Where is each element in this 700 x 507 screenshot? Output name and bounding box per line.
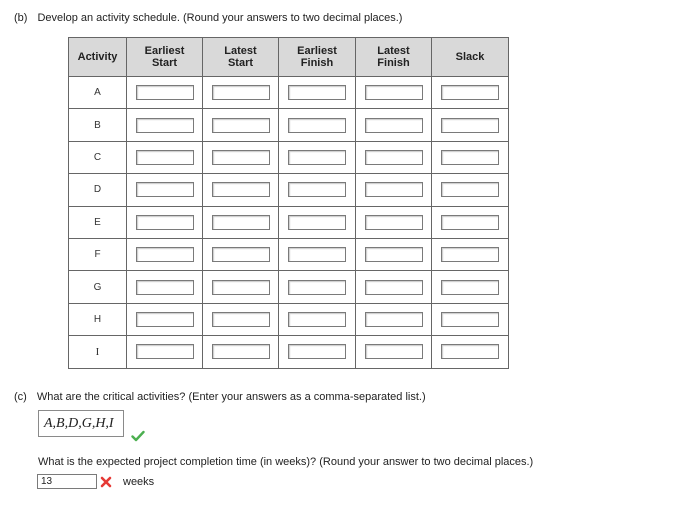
earliest-finish-input[interactable] <box>288 344 346 359</box>
cross-icon <box>100 476 112 488</box>
part-b-instruction <box>14 12 402 24</box>
earliest-start-input[interactable] <box>136 247 194 262</box>
latest-start-input[interactable] <box>212 182 270 197</box>
slack-input[interactable] <box>441 344 499 359</box>
critical-activities-question: What are the critical activities? (Enter your answers as a comma-separated list.) <box>36 391 426 403</box>
table-row <box>69 141 509 173</box>
earliest-start-input[interactable] <box>136 150 194 165</box>
activity-label: G <box>69 271 127 303</box>
header-slack: Slack <box>432 38 509 77</box>
latest-start-input[interactable] <box>212 344 270 359</box>
earliest-start-input[interactable] <box>136 215 194 230</box>
earliest-finish-input[interactable] <box>288 215 346 230</box>
activity-label: E <box>69 206 127 238</box>
header-latest-start: Latest Start <box>203 38 279 77</box>
activity-label: A <box>69 77 127 109</box>
slack-input[interactable] <box>441 118 499 133</box>
latest-finish-input[interactable] <box>365 312 423 327</box>
part-c-label: (c) <box>14 391 27 403</box>
earliest-start-input[interactable] <box>136 344 194 359</box>
latest-start-input[interactable] <box>212 118 270 133</box>
activity-label: D <box>69 174 127 206</box>
earliest-start-input[interactable] <box>136 182 194 197</box>
earliest-start-input[interactable] <box>136 118 194 133</box>
latest-finish-input[interactable] <box>365 280 423 295</box>
earliest-start-input[interactable] <box>136 85 194 100</box>
activity-label: H <box>69 303 127 335</box>
slack-input[interactable] <box>441 247 499 262</box>
earliest-start-input[interactable] <box>136 312 194 327</box>
table-row <box>69 238 509 270</box>
part-c-question <box>14 391 426 403</box>
table-row <box>69 271 509 303</box>
check-icon <box>131 430 145 442</box>
table-row <box>69 77 509 109</box>
slack-input[interactable] <box>441 280 499 295</box>
table-row <box>69 109 509 141</box>
latest-finish-input[interactable] <box>365 85 423 100</box>
earliest-start-input[interactable] <box>136 280 194 295</box>
latest-finish-input[interactable] <box>365 247 423 262</box>
activity-label: F <box>69 238 127 270</box>
earliest-finish-input[interactable] <box>288 85 346 100</box>
completion-time-input[interactable]: 13 <box>37 474 97 489</box>
part-b-label: (b) <box>14 12 28 24</box>
header-latest-finish: Latest Finish <box>356 38 432 77</box>
latest-start-input[interactable] <box>212 150 270 165</box>
critical-activities-answer[interactable]: A,B,D,G,H,I <box>38 410 124 437</box>
latest-start-input[interactable] <box>212 215 270 230</box>
latest-start-input[interactable] <box>212 247 270 262</box>
activity-label: I <box>69 336 127 368</box>
earliest-finish-input[interactable] <box>288 280 346 295</box>
activity-schedule-table <box>68 37 509 369</box>
earliest-finish-input[interactable] <box>288 118 346 133</box>
header-earliest-finish: Earliest Finish <box>279 38 356 77</box>
slack-input[interactable] <box>441 312 499 327</box>
latest-start-input[interactable] <box>212 312 270 327</box>
header-earliest-start: Earliest Start <box>127 38 203 77</box>
latest-finish-input[interactable] <box>365 118 423 133</box>
earliest-finish-input[interactable] <box>288 150 346 165</box>
table-row <box>69 303 509 335</box>
time-unit-label: weeks <box>123 476 155 488</box>
earliest-finish-input[interactable] <box>288 312 346 327</box>
latest-finish-input[interactable] <box>365 344 423 359</box>
activity-label: C <box>69 141 127 173</box>
table-row <box>69 336 509 368</box>
latest-finish-input[interactable] <box>365 182 423 197</box>
slack-input[interactable] <box>441 85 499 100</box>
activity-label: B <box>69 109 127 141</box>
table-header-row <box>69 38 509 77</box>
table-row <box>69 174 509 206</box>
earliest-finish-input[interactable] <box>288 182 346 197</box>
latest-start-input[interactable] <box>212 280 270 295</box>
latest-start-input[interactable] <box>212 85 270 100</box>
part-b-text: Develop an activity schedule. (Round your answers to two decimal places.) <box>37 12 403 24</box>
latest-finish-input[interactable] <box>365 215 423 230</box>
latest-finish-input[interactable] <box>365 150 423 165</box>
earliest-finish-input[interactable] <box>288 247 346 262</box>
header-activity: Activity <box>69 38 127 77</box>
slack-input[interactable] <box>441 150 499 165</box>
table-row <box>69 206 509 238</box>
slack-input[interactable] <box>441 215 499 230</box>
slack-input[interactable] <box>441 182 499 197</box>
completion-time-question: What is the expected project completion time (in weeks)? (Round your answer to two decimal places.) <box>38 456 534 468</box>
